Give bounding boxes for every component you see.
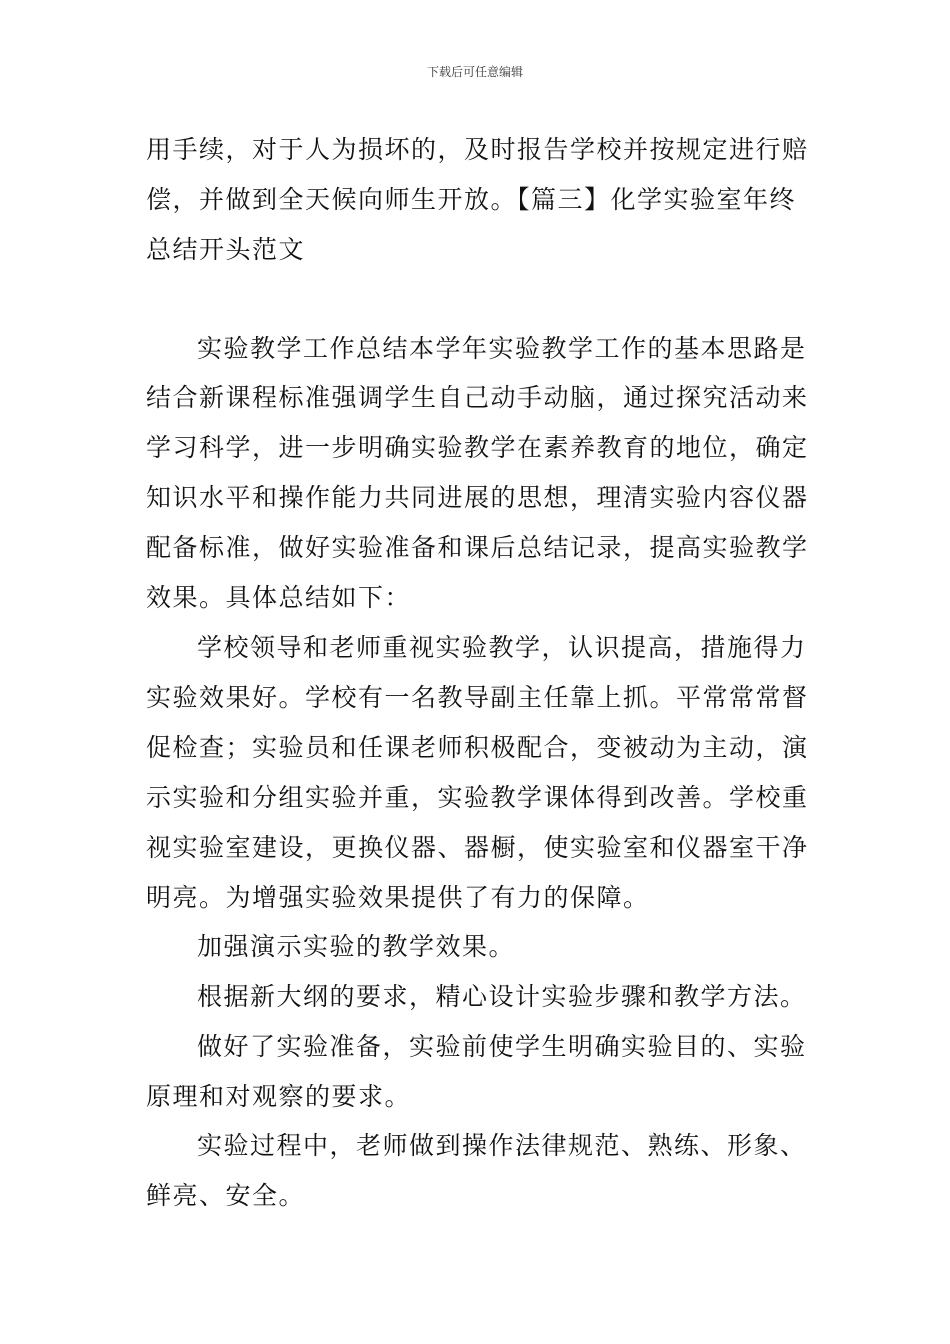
text-line: 鲜亮、安全。 [146, 1181, 306, 1210]
page-header: 下载后可任意编辑 [426, 65, 523, 79]
text-line: 明亮。为增强实验效果提供了有力的保障。 [146, 883, 650, 912]
text-line: 示实验和分组实验并重，实验教学课体得到改善。学校重 [146, 783, 809, 812]
text-line: 做好了实验准备，实验前使学生明确实验目的、实验 [197, 1032, 807, 1061]
text-line: 总结开头范文 [146, 235, 306, 264]
text-line: 加强演示实验的教学效果。 [197, 932, 516, 961]
text-line: 偿，并做到全天候向师生开放。【篇三】化学实验室年终 [146, 185, 797, 214]
text-line: 视实验室建设，更换仪器、器橱，使实验室和仪器室干净 [146, 833, 809, 862]
text-line: 学校领导和老师重视实验教学，认识提高，措施得力 [197, 633, 807, 662]
text-line: 根据新大纲的要求，精心设计实验步骤和教学方法。 [197, 982, 807, 1011]
text-line: 用手续，对于人为损坏的，及时报告学校并按规定进行赔 [146, 135, 809, 164]
text-line: 效果。具体总结如下： [146, 583, 412, 612]
text-line: 实验教学工作总结本学年实验教学工作的基本思路是 [197, 334, 807, 363]
text-line: 知识水平和操作能力共同进展的思想，理清实验内容仪器 [146, 483, 809, 512]
text-line: 实验效果好。学校有一名教导副主任靠上抓。平常常常督 [146, 683, 809, 712]
text-line: 结合新课程标准强调学生自己动手动脑，通过探究活动来 [146, 383, 809, 412]
text-line: 促检查；实验员和任课老师积极配合，变被动为主动，演 [146, 733, 809, 762]
text-line: 配备标准，做好实验准备和课后总结记录，提高实验教学 [146, 533, 809, 562]
text-line: 原理和对观察的要求。 [146, 1082, 412, 1111]
text-line: 学习科学，进一步明确实验教学在素养教育的地位，确定 [146, 433, 809, 462]
text-line: 实验过程中，老师做到操作法律规范、熟练、形象、 [197, 1131, 807, 1160]
